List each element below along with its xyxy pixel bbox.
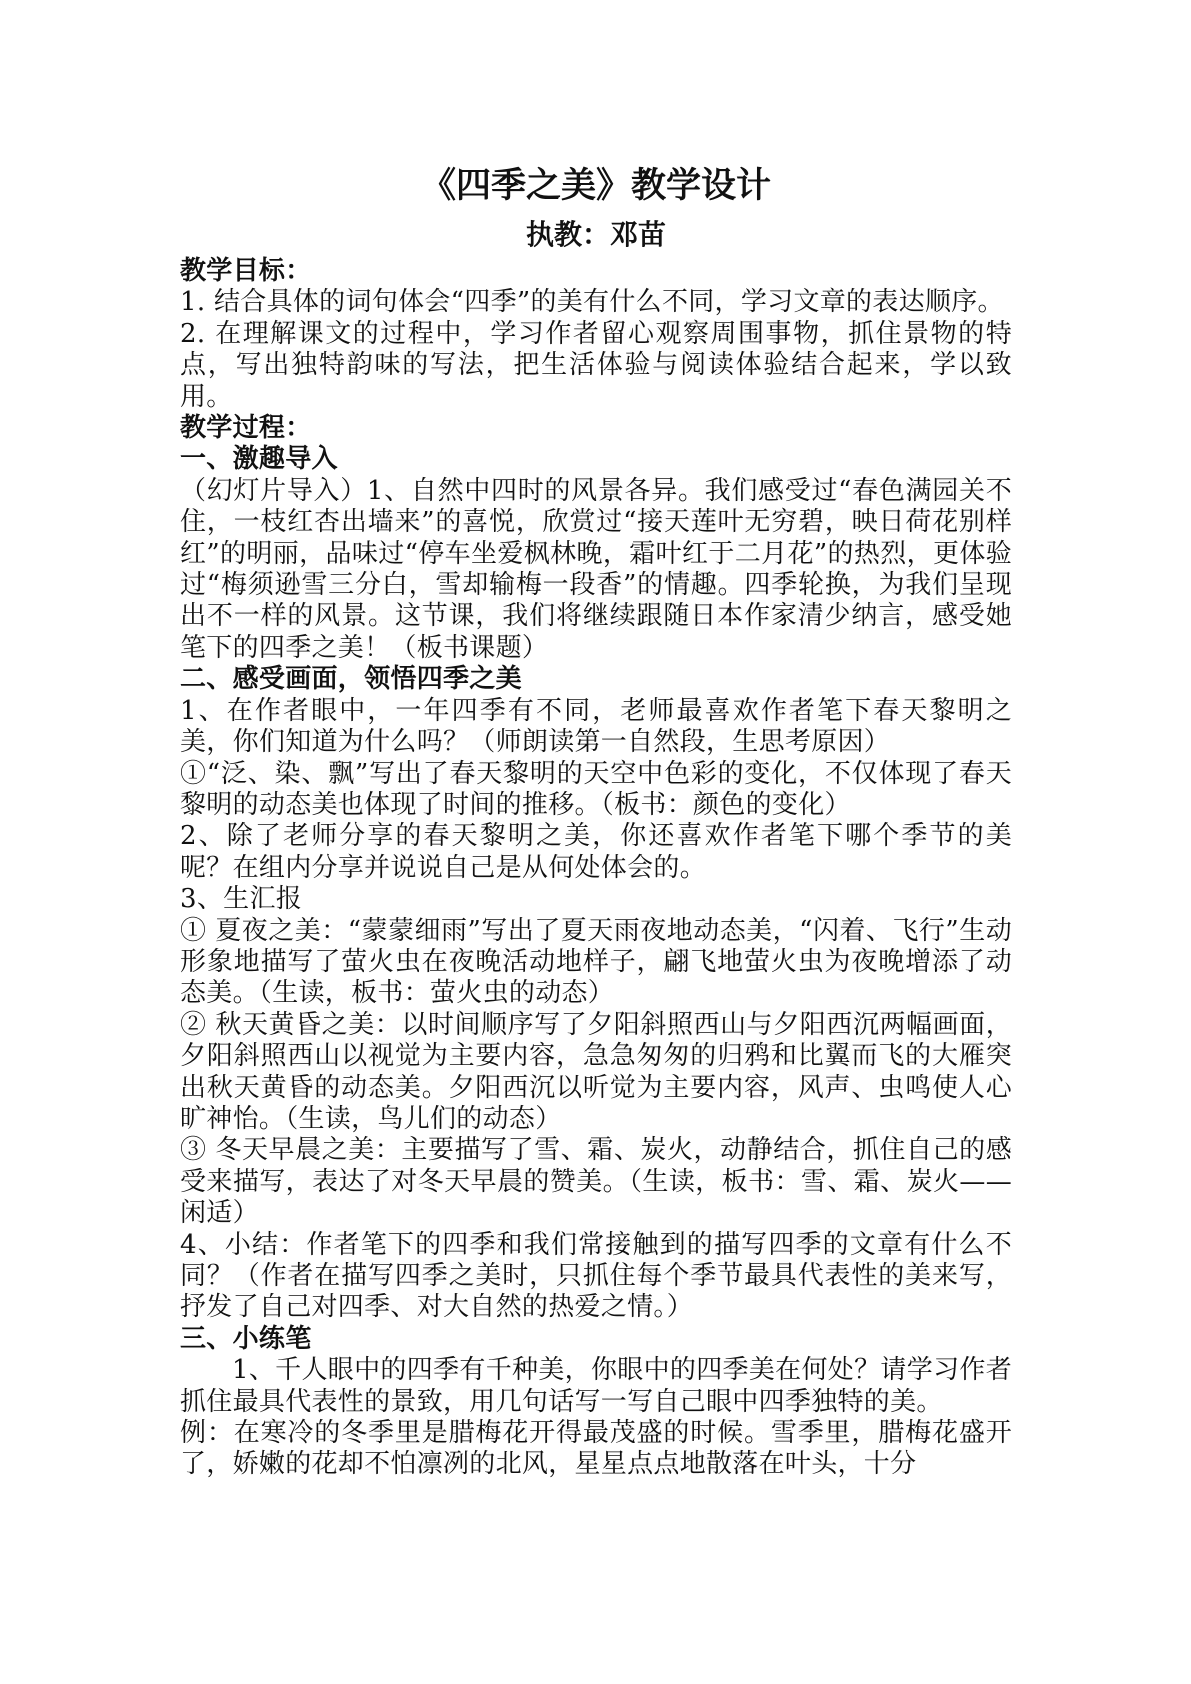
- list-item: ③ 冬天早晨之美：主要描写了雪、霜、炭火，动静结合，抓住自己的感受来描写，表达了对冬天早晨的赞美。（生读，板书：雪、霜、炭火——闲适）: [180, 1135, 1012, 1229]
- goal-item-2: 2. 在理解课文的过程中，学习作者留心观察周围事物，抓住景物的特点，写出独特韵味的写法，把生活体验与阅读体验结合起来，学以致用。: [180, 318, 1012, 412]
- page-title: 《四季之美》教学设计: [420, 165, 771, 206]
- list-item: 1、在作者眼中，一年四季有不同，老师最喜欢作者笔下春天黎明之美，你们知道为什么吗？（师朗读第一自然段，生思考原因）: [180, 695, 1012, 758]
- section-heading-feel: 二、感受画面，领悟四季之美: [180, 664, 522, 695]
- process-heading: 教学过程：: [180, 413, 312, 444]
- section-intro-paragraph: （幻灯片导入）1、自然中四时的风景各异。我们感受过“春色满园关不住，一枝红杏出墙来”的喜悦，欣赏过“接天莲叶无穷碧，映日荷花别样红”的明丽，品味过“停车坐爱枫林晚，霜叶红于二月花”的热烈，更体验过“梅须逊雪三分白，雪却输梅一段香”的情趣。四季轮换，为我们呈现出不一样的风景。这节课，我们将继续跟随日本作家清少纳言，感受她笔下的四季之美！（板书课题）: [180, 475, 1012, 663]
- list-item: ② 秋天黄昏之美：以时间顺序写了夕阳斜照西山与夕阳西沉两幅画面，夕阳斜照西山以视觉为主要内容，急急匆匆的归鸦和比翼而飞的大雁突出秋天黄昏的动态美。夕阳西沉以听觉为主要内容，风声、虫鸣使人心旷神怡。（生读，鸟儿们的动态）: [180, 1009, 1012, 1134]
- section-heading-intro: 一、激趣导入: [180, 444, 338, 475]
- list-item: ① 夏夜之美：“蒙蒙细雨”写出了夏天雨夜地动态美，“闪着、飞行”生动形象地描写了萤火虫在夜晚活动地样子，翩飞地萤火虫为夜晚增添了动态美。（生读，板书：萤火虫的动态）: [180, 915, 1012, 1009]
- section-heading-practice: 三、小练笔: [180, 1323, 312, 1354]
- list-item: 2、除了老师分享的春天黎明之美，你还喜欢作者笔下哪个季节的美呢？在组内分享并说说自己是从何处体会的。: [180, 821, 1012, 883]
- list-item: 3、生汇报: [180, 884, 303, 915]
- list-item: 1、千人眼中的四季有千种美，你眼中的四季美在何处？请学习作者抓住最具代表性的景致，用几句话写一写自己眼中四季独特的美。: [180, 1355, 1012, 1417]
- document-body: [180, 160, 1012, 1481]
- example-paragraph: 例：在寒冷的冬季里是腊梅花开得最茂盛的时候。雪季里，腊梅花盛开了，娇嫩的花却不怕凛冽的北风，星星点点地散落在叶头，十分: [180, 1418, 1012, 1480]
- goals-heading: 教学目标：: [180, 256, 312, 286]
- author-line: 执教：邓苗: [525, 218, 666, 251]
- goal-item-1: 1. 结合具体的词句体会“四季”的美有什么不同，学习文章的表达顺序。: [180, 287, 1004, 318]
- list-item: 4、小结：作者笔下的四季和我们常接触到的描写四季的文章有什么不同？（作者在描写四季之美时，只抓住每个季节最具代表性的美来写，抒发了自己对四季、对大自然的热爱之情。）: [180, 1229, 1012, 1323]
- list-item: ①“泛、染、飘”写出了春天黎明的天空中色彩的变化，不仅体现了春天黎明的动态美也体现了时间的推移。（板书：颜色的变化）: [180, 758, 1012, 820]
